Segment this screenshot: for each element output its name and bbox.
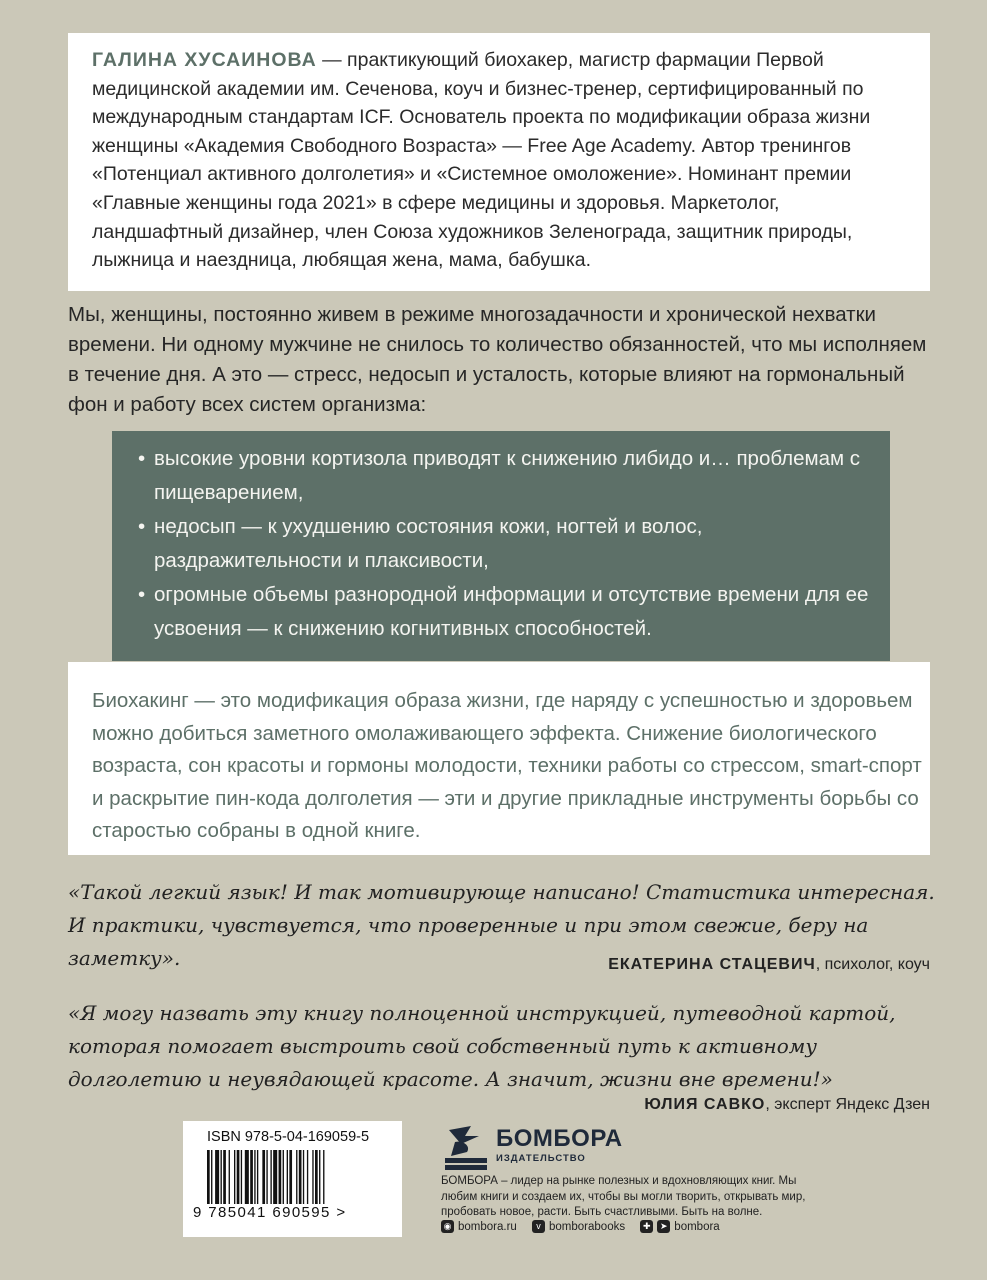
publisher-socials <box>441 1220 732 1233</box>
review-signature <box>644 1096 930 1114</box>
social-link-site[interactable]: ◉ bombora.ru <box>441 1220 517 1233</box>
bullet-item: • высокие уровни кортизола приводят к снижению либидо и… проблемам с пищеварением, <box>140 442 880 510</box>
publisher-name: БОМБОРА <box>496 1125 623 1152</box>
isbn-label: ISBN 978-5-04-169059-5 <box>207 1129 370 1145</box>
review-signature <box>608 956 930 974</box>
bullet-item: • огромные объемы разнородной информации и отсутствие времени для ее усвоения — к снижению когнитивных способностей. <box>140 578 880 646</box>
social-link-messenger[interactable]: ✚ ➤ bombora <box>640 1220 719 1233</box>
review-quote: «Я могу назвать эту книгу полноценной инструкцией, путеводной картой, которая помогает выстроить свой собственный путь к активному долголетию и неувядающей красоте. А значит, жизни вне времени!» <box>68 1001 896 1091</box>
bullet-dot-icon: • <box>138 447 146 470</box>
messenger-icon: ✚ <box>640 1220 653 1233</box>
bullet-dot-icon: • <box>138 515 146 538</box>
reviewer-role: , эксперт Яндекс Дзен <box>765 1096 930 1113</box>
author-bio-text: — практикующий биохакер, магистр фармации Первой медицинской академии им. Сеченова, коуч и бизнес-тренер, сертифицированный по международным стандартам ICF. Основатель проекта по модификации образа жизни женщины «Академия Свободного Возраста» — Free Age Academy. Автор тренингов «Потенциал активного долголетия» и «Системное омоложение». Номинант премии «Главные женщины года 2021» в сфере медицины и здоровья. Маркетолог, ландшафтный дизайнер, член Союза художников Зеленограда, защитник природы, лыжница и наездница, любящая жена, мама, бабушка. <box>92 49 871 272</box>
reviewer-role: , психолог, коуч <box>815 956 930 973</box>
reviewer-name: ЮЛИЯ САВКО <box>644 1096 766 1113</box>
review-quote: «Такой легкий язык! И так мотивирующе написано! Статистика интересная. И практики, чувствуется, что проверенные и при этом свежие, беру на заметку». <box>68 880 935 970</box>
author-bio <box>92 46 912 275</box>
bullet-item: • недосып — к ухудшению состояния кожи, ногтей и волос, раздражительности и плаксивости, <box>140 510 880 578</box>
globe-icon: ◉ <box>441 1220 454 1233</box>
reviewer-name: ЕКАТЕРИНА СТАЦЕВИЧ <box>608 956 816 973</box>
bombora-logo-icon <box>441 1122 491 1172</box>
barcode-digits: 9 785041 690595 > <box>193 1204 347 1221</box>
publisher-description: БОМБОРА – лидер на рынке полезных и вдохновляющих книг. Мы любим книги и создаем их, чтобы вы могли творить, открывать мир, пробовать новое, расти. Быть счастливыми. Быть на волне. <box>441 1175 806 1218</box>
publisher-subtitle: ИЗДАТЕЛЬСТВО <box>496 1153 586 1164</box>
vk-icon: v <box>532 1220 545 1233</box>
author-name: ГАЛИНА ХУСАИНОВА <box>92 49 317 71</box>
telegram-icon: ➤ <box>657 1220 670 1233</box>
intro-paragraph: Мы, женщины, постоянно живем в режиме многозадачности и хронической нехватки времени. Ни одному мужчине не снилось то количество обязанностей, что мы исполняем в течение дня. А это — стресс, недосып и усталость, которые влияют на гормональный фон и работу всех систем организма: <box>68 303 927 416</box>
bullet-dot-icon: • <box>138 583 146 606</box>
biohacking-text: Биохакинг — это модификация образа жизни, где наряду с успешностью и здоровьем можно добиться заметного омолаживающего эффекта. Снижение биологического возраста, сон красоты и гормоны молодости, техники работы со стрессом, smart-спорт и раскрытие пин-кода долголетия — эти и другие прикладные инструменты борьбы со старостью собраны в одной книге. <box>92 689 922 842</box>
social-link-vk[interactable]: v bomborabooks <box>532 1220 625 1233</box>
barcode-icon <box>207 1150 373 1204</box>
